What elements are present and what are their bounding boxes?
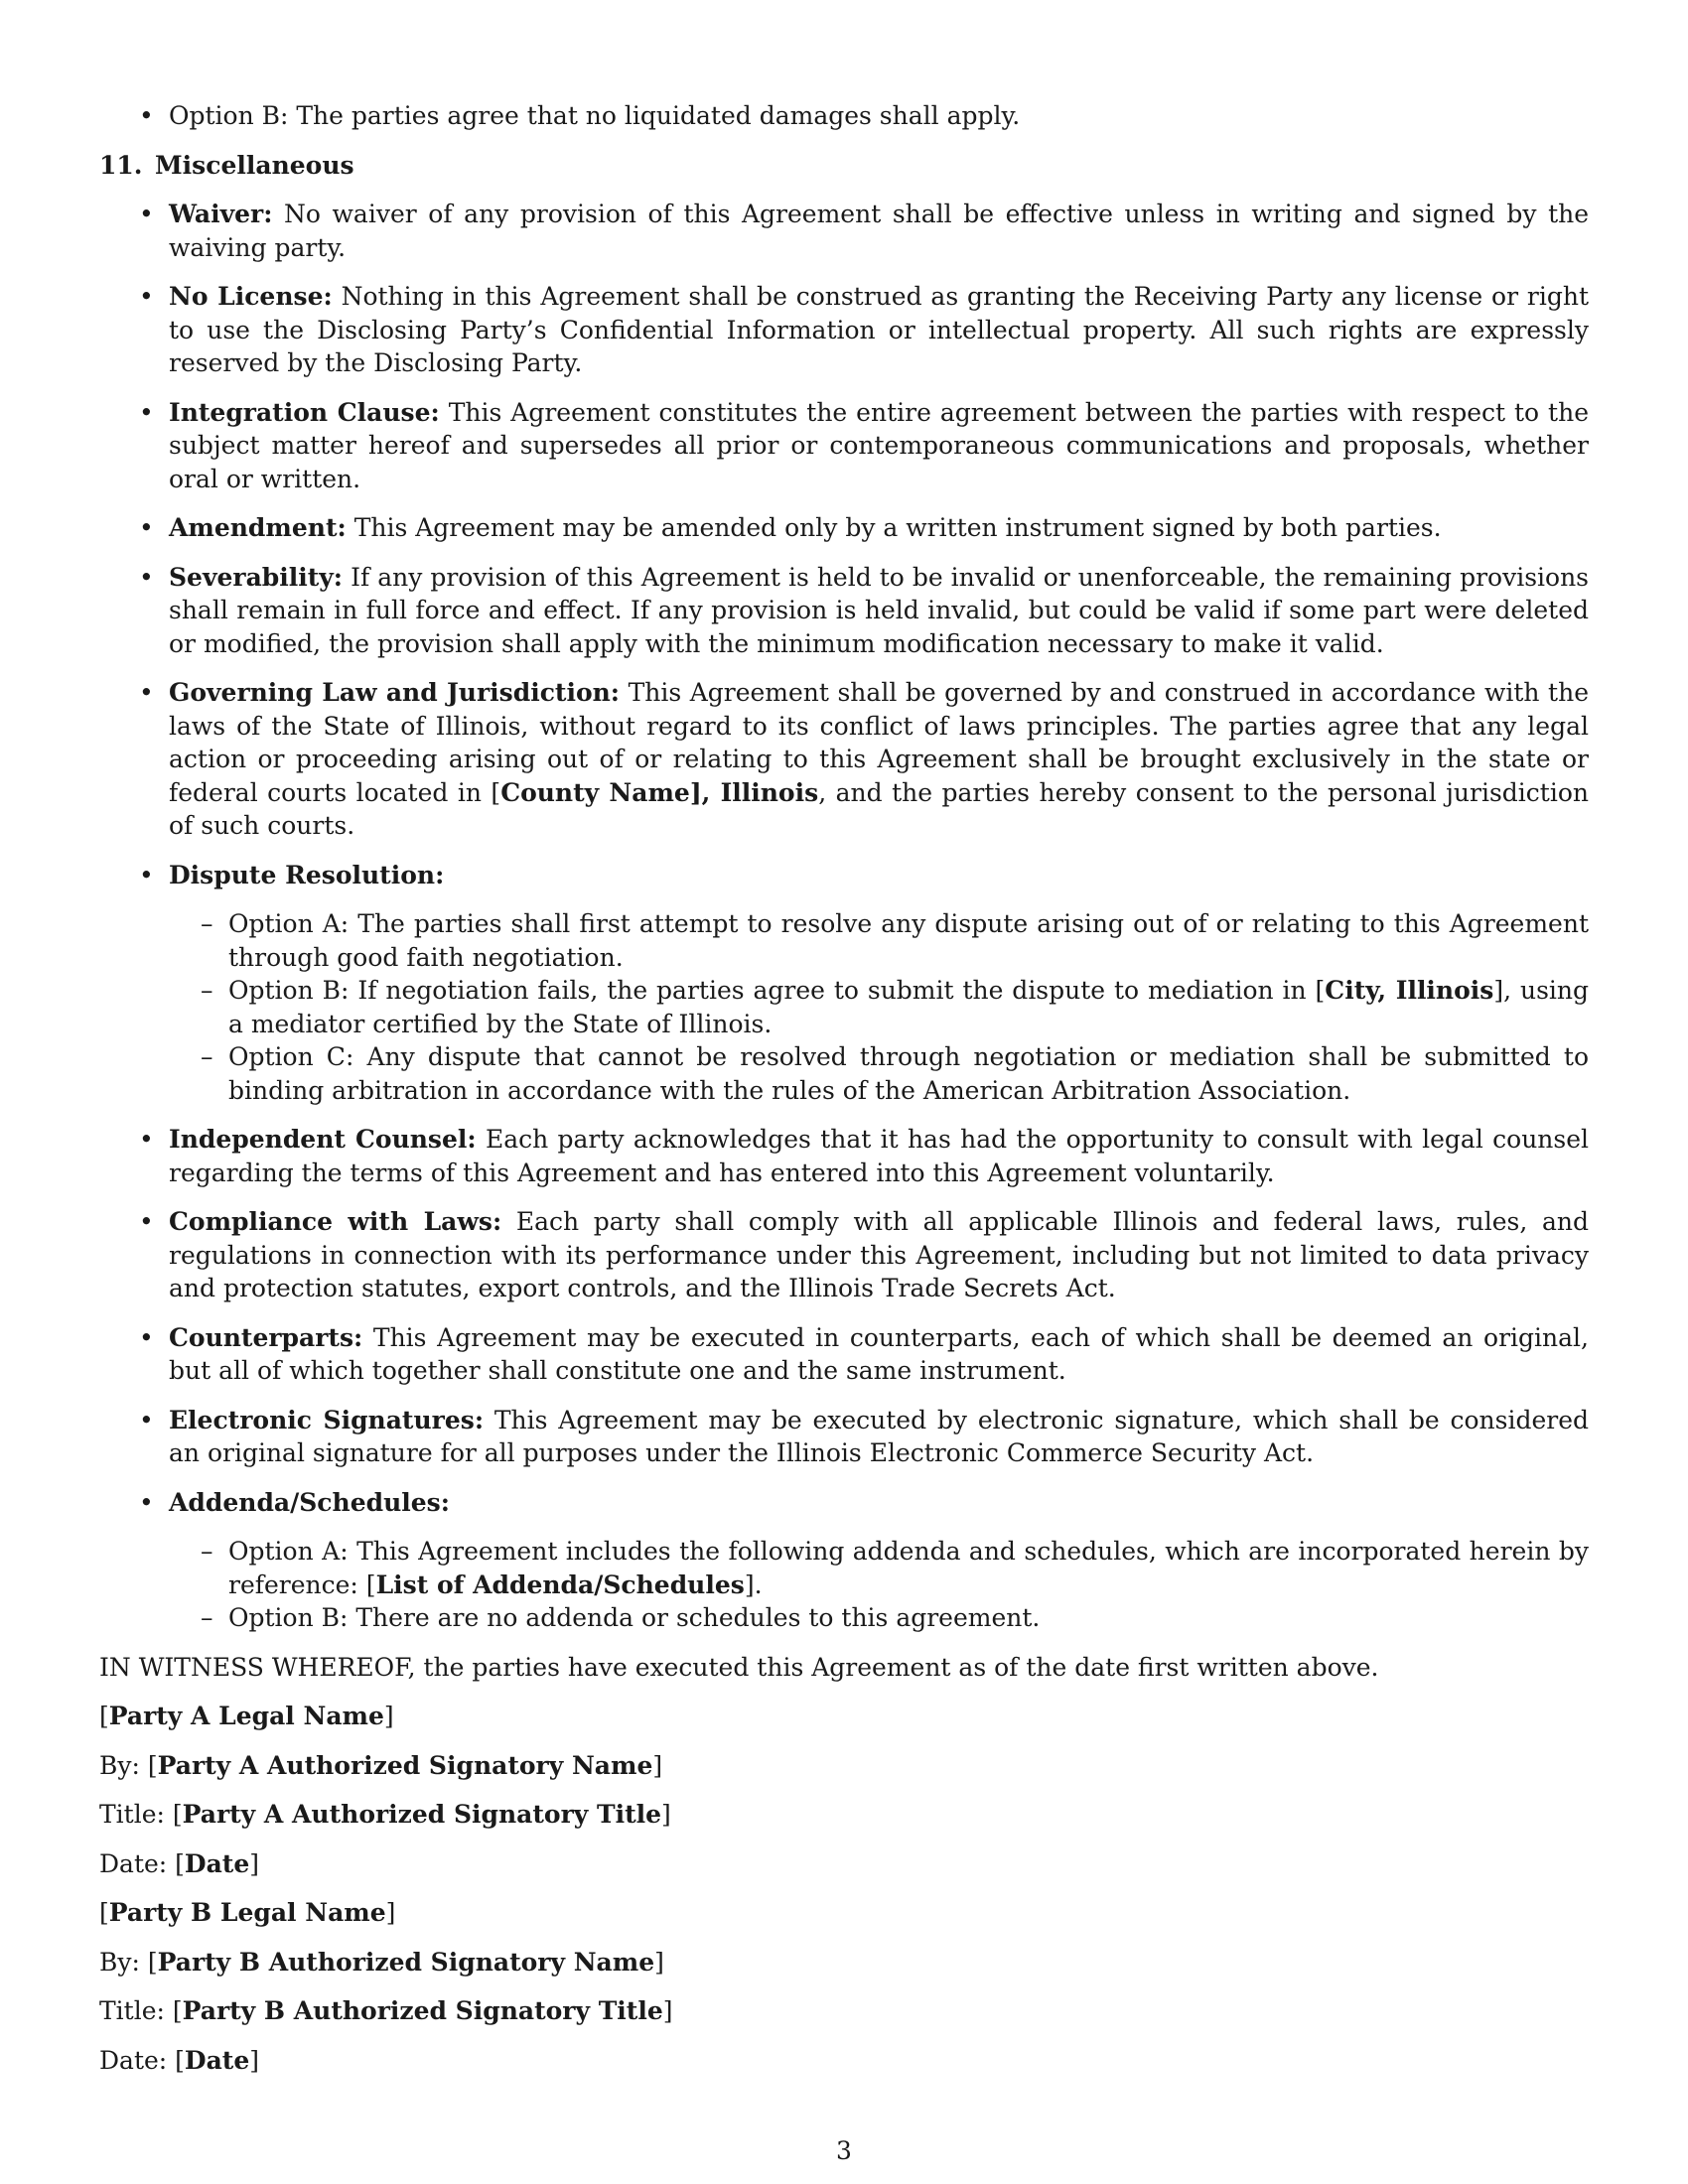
county-placeholder: County Name], Illinois bbox=[500, 777, 819, 807]
item-term: Counterparts: bbox=[169, 1322, 363, 1352]
party-b-name: Party B Legal Name bbox=[108, 1898, 386, 1927]
item-term: Dispute Resolution: bbox=[169, 860, 445, 889]
party-b-signatory: Party B Authorized Signatory Name bbox=[157, 1947, 655, 1977]
option-a-text: Option A: This Agreement includes the following addenda and schedules, which are incorporated herein by reference: [ bbox=[228, 1537, 1589, 1599]
page-number: 3 bbox=[836, 2136, 852, 2165]
electronic-signatures-item: • Electronic Signatures: This Agreement may be executed by electronic signature, which shall be considered an original signature for all purposes under the Illinois Electronic Commerce Security Act. bbox=[139, 1405, 1590, 1467]
item-term: Addenda/Schedules: bbox=[169, 1487, 450, 1517]
waiver-item: • Waiver: No waiver of any provision of this Agreement shall be effective unless in writing and signed by the waiving party. bbox=[139, 200, 1590, 262]
addenda-options bbox=[169, 1535, 1589, 1635]
item-term: Compliance with Laws: bbox=[169, 1207, 502, 1236]
item-text: This Agreement shall be governed by and construed in accordance with the laws of the State of Illinois, without regard to its conflict of laws principles. The parties agree that any legal action or proceeding arising out of or relating to this Agreement shall be brought exclusively in the state or federal courts located in [ bbox=[169, 678, 1589, 807]
by-label: By: bbox=[99, 1750, 140, 1780]
party-a-signatory: Party A Authorized Signatory Name bbox=[157, 1750, 653, 1780]
document-page bbox=[99, 99, 1589, 2093]
party-b-by-line: By: [Party B Authorized Signatory Name] bbox=[99, 1947, 664, 1977]
option-item: – Option B: If negotiation fails, the parties agree to submit the dispute to mediation in [City, Illinois], using a mediator certified by the State of Illinois. bbox=[201, 976, 1590, 1038]
counterparts-item: • Counterparts: This Agreement may be executed in counterparts, each of which shall be deemed an original, but all of which together shall constitute one and the same instrument. bbox=[139, 1322, 1589, 1385]
item-text: , and the parties hereby consent to the personal jurisdiction of such courts. bbox=[169, 777, 1589, 840]
governing-law-item: • Governing Law and Jurisdiction: This Agreement shall be governed by and construed in accordance with the laws of the State of Illinois, without regard to its conflict of laws principles. The parties agree that any legal action or proceeding arising out of or relating to this Agreement shall be brought exclusively in the state or federal courts located in [County Name], Illinois, and the parties hereby consent to the personal jurisdiction of such courts. bbox=[139, 678, 1589, 840]
compliance-item: • Compliance with Laws: Each party shall comply with all applicable Illinois and federal laws, rules, and regulations in connection with its performance under this Agreement, including but not limited to data privacy and protection statutes, export controls, and the Illinois Trade Secrets Act. bbox=[139, 1207, 1589, 1302]
section-heading bbox=[99, 149, 1589, 183]
party-a-name: Party A Legal Name bbox=[108, 1702, 384, 1730]
misc-list bbox=[99, 198, 1589, 1635]
item-text: This Agreement may be executed by electronic signature, which shall be considered an original signature for all purposes under the Illinois Electronic Commerce Security Act. bbox=[169, 1405, 1590, 1467]
party-b-name-line: [Party B Legal Name] bbox=[99, 1898, 396, 1927]
option-item: – Option C: Any dispute that cannot be resolved through negotiation or mediation shall be submitted to binding arbitration in accordance with the rules of the American Arbitration Association. bbox=[201, 1042, 1589, 1105]
item-text: If any provision of this Agreement is held to be invalid or unenforceable, the remaining provisions shall remain in full force and effect. If any provision is held invalid, but could be valid if some part were deleted or modified, the provision shall apply with the minimum modification necessary to make it valid. bbox=[169, 562, 1590, 658]
party-b-title-line: Title: [Party B Authorized Signatory Title] bbox=[99, 1996, 673, 2025]
integration-clause-item: • Integration Clause: This Agreement constitutes the entire agreement between the parties with respect to the subject matter hereof and supersedes all prior or contemporaneous communications and proposals, whether oral or written. bbox=[139, 397, 1589, 493]
item-text: Nothing in this Agreement shall be construed as granting the Receiving Party any license or right to use the Disclosing Party’s Confidential Information or intellectual property. All such rights are expressly reserved by the Disclosing Party. bbox=[169, 282, 1589, 377]
item-text: This Agreement may be amended only by a written instrument signed by both parties. bbox=[353, 513, 1442, 542]
section-number: 11. bbox=[99, 150, 143, 180]
option-b-liquidated-damages: Option B: The parties agree that no liquidated damages shall apply. bbox=[169, 101, 1021, 130]
dispute-options bbox=[169, 907, 1589, 1107]
option-item: – Option B: There are no addenda or schedules to this agreement. bbox=[201, 1603, 1041, 1632]
addenda-item: • Addenda/Schedules: – Option A: This Agreement includes the following addenda and schedules, which are incorporated herein by reference: [List of Addenda/Schedules]. – Option B: There are no addenda or schedules to this agreement. bbox=[99, 1486, 1589, 1635]
item-term: No License: bbox=[169, 282, 333, 311]
option-b-text: Option B: There are no addenda or schedules to this agreement. bbox=[228, 1603, 1041, 1632]
item-term: Integration Clause: bbox=[169, 397, 440, 427]
option-b-text: Option B: If negotiation fails, the parties agree to submit the dispute to mediation in [ bbox=[228, 976, 1326, 1005]
dispute-resolution-item: • Dispute Resolution: – Option A: The parties shall first attempt to resolve any dispute arising out of or relating to this Agreement through good faith negotiation. – Option B: If negotiation fails, the parties agree to submit the dispute to mediation in [City, Illinois], using a mediator certified by the State of Illinois. – Option C: Any dispute that cannot be resolved through negotiation or mediation shall be submitted to binding arbitration in accordance with the rules of the American Arbitration Association. bbox=[99, 859, 1589, 1108]
item-term: Severability: bbox=[169, 562, 344, 592]
amendment-item: • Amendment: This Agreement may be amended only by a written instrument signed by both parties. bbox=[139, 513, 1442, 542]
title-label: Title: bbox=[99, 1800, 165, 1829]
section-title: Miscellaneous bbox=[155, 150, 354, 180]
item-text: Each party acknowledges that it has had the opportunity to consult with legal counsel regarding the terms of this Agreement and has entered into this Agreement voluntarily. bbox=[169, 1125, 1590, 1187]
item-text: This Agreement constitutes the entire agreement between the parties with respect to the subject matter hereof and supersedes all prior or contemporaneous communications and proposals, whether oral or written. bbox=[169, 397, 1589, 493]
party-a-title: Party A Authorized Signatory Title bbox=[182, 1800, 662, 1829]
party-a-name-line: [Party A Legal Name] bbox=[99, 1702, 394, 1730]
severability-item: • Severability: If any provision of this Agreement is held to be invalid or unenforceable, the remaining provisions shall remain in full force and effect. If any provision is held invalid, but could be valid if some part were deleted or modified, the provision shall apply with the minimum modification necessary to make it valid. bbox=[139, 562, 1590, 658]
option-a-text: Option A: The parties shall first attempt to resolve any dispute arising out of or relating to this Agreement through good faith negotiation. bbox=[228, 909, 1589, 972]
party-b-date-line: Date: [Date] bbox=[99, 2045, 260, 2075]
option-a-text-after: ]. bbox=[744, 1570, 763, 1599]
party-b-date: Date bbox=[184, 2045, 250, 2075]
by-label: By: bbox=[99, 1947, 140, 1977]
item-term: Independent Counsel: bbox=[169, 1125, 477, 1154]
no-license-item: • No License: Nothing in this Agreement shall be construed as granting the Receiving Party any license or right to use the Disclosing Party’s Confidential Information or intellectual property. All such rights are expressly reserved by the Disclosing Party. bbox=[139, 282, 1589, 377]
addenda-placeholder: List of Addenda/Schedules bbox=[375, 1570, 745, 1599]
option-item: – Option A: The parties shall first attempt to resolve any dispute arising out of or relating to this Agreement through good faith negotiation. bbox=[201, 909, 1589, 972]
option-c-text: Option C: Any dispute that cannot be resolved through negotiation or mediation shall be submitted to binding arbitration in accordance with the rules of the American Arbitration Association. bbox=[228, 1042, 1589, 1105]
list-item: • Option B: The parties agree that no liquidated damages shall apply. bbox=[139, 101, 1021, 130]
item-text: Each party shall comply with all applicable Illinois and federal laws, rules, and regulations in connection with its performance under this Agreement, including but not limited to data privacy and protection statutes, export controls, and the Illinois Trade Secrets Act. bbox=[169, 1207, 1589, 1302]
city-placeholder: City, Illinois bbox=[1325, 976, 1494, 1005]
item-text: This Agreement may be executed in counterparts, each of which shall be deemed an original, but all of which together shall constitute one and the same instrument. bbox=[169, 1322, 1589, 1385]
party-a-date: Date bbox=[184, 1848, 250, 1878]
item-term: Amendment: bbox=[169, 513, 347, 542]
item-text: No waiver of any provision of this Agreement shall be effective unless in writing and signed by the waiving party. bbox=[169, 200, 1590, 262]
option-b-text-after: ], using a mediator certified by the State of Illinois. bbox=[228, 976, 1590, 1038]
item-term: Electronic Signatures: bbox=[169, 1405, 485, 1434]
witness-statement: IN WITNESS WHEREOF, the parties have executed this Agreement as of the date first written above. bbox=[99, 1652, 1379, 1682]
party-a-by-line: By: [Party A Authorized Signatory Name] bbox=[99, 1750, 663, 1780]
title-label: Title: bbox=[99, 1996, 165, 2025]
date-label: Date: bbox=[99, 2045, 168, 2075]
party-a-title-line: Title: [Party A Authorized Signatory Title] bbox=[99, 1800, 671, 1829]
independent-counsel-item: • Independent Counsel: Each party acknowledges that it has had the opportunity to consult with legal counsel regarding the terms of this Agreement and has entered into this Agreement voluntarily. bbox=[139, 1125, 1590, 1187]
option-item: – Option A: This Agreement includes the following addenda and schedules, which are incorporated herein by reference: [List of Addenda/Schedules]. bbox=[201, 1537, 1589, 1599]
date-label: Date: bbox=[99, 1848, 168, 1878]
party-b-title: Party B Authorized Signatory Title bbox=[182, 1996, 663, 2025]
party-a-date-line: Date: [Date] bbox=[99, 1848, 260, 1878]
top-list bbox=[99, 99, 1589, 133]
item-term: Waiver: bbox=[169, 200, 273, 228]
item-term: Governing Law and Jurisdiction: bbox=[169, 678, 621, 707]
